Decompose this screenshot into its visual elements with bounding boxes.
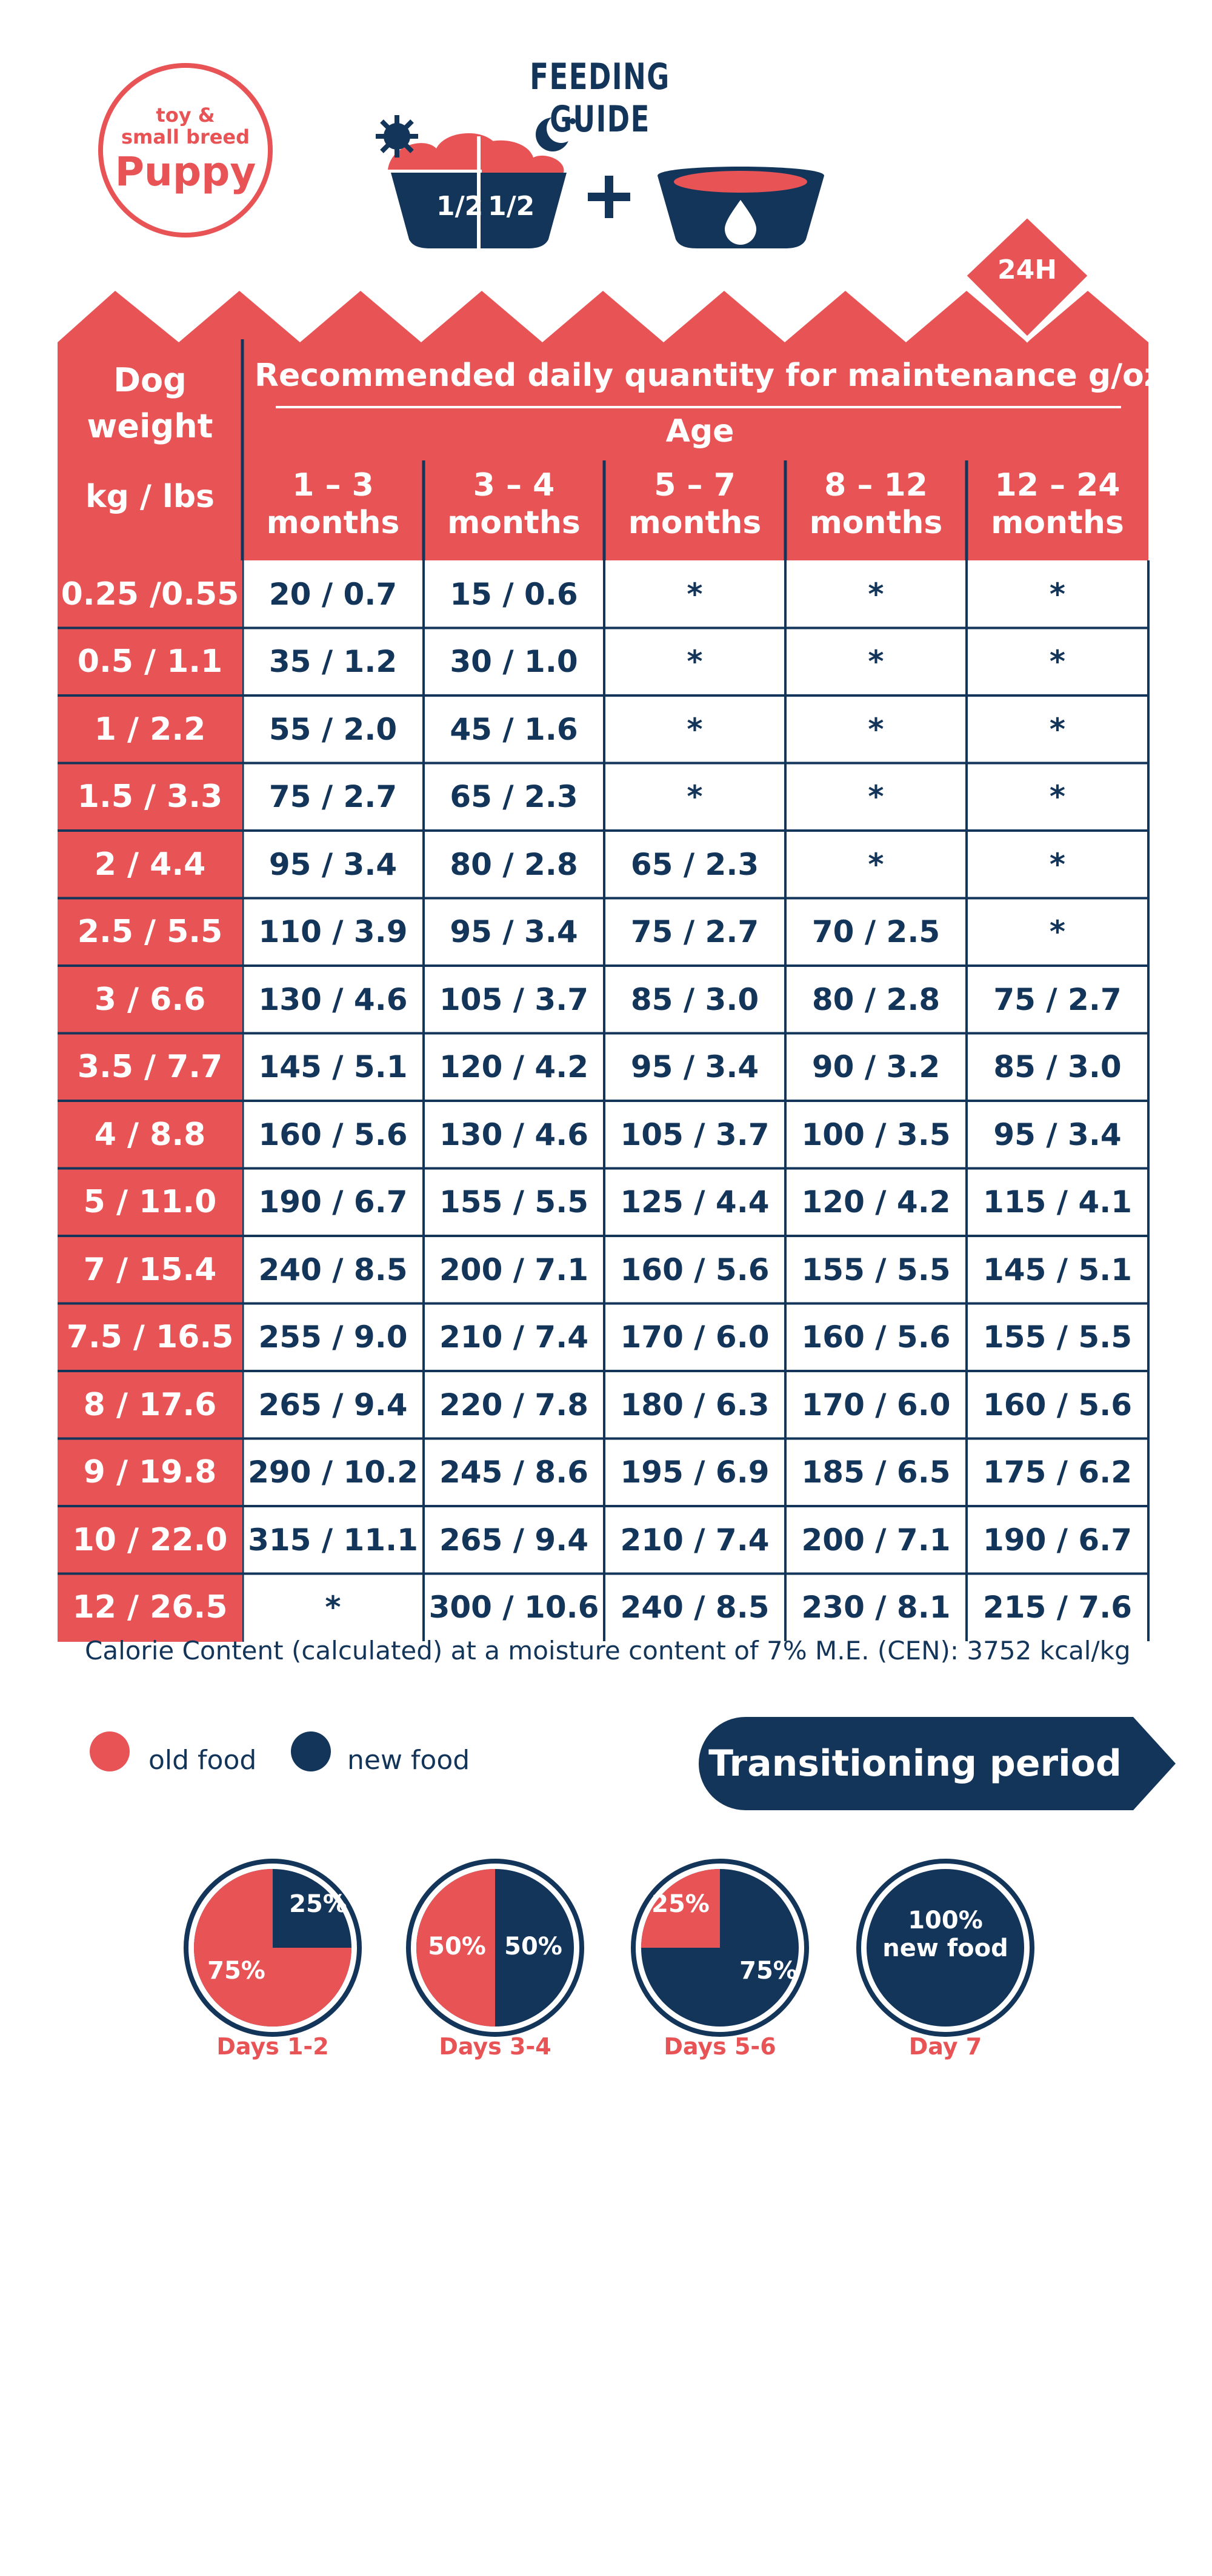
weight-units-header: kg / lbs xyxy=(85,479,215,515)
quantity-cell: 105 / 3.7 xyxy=(439,981,589,1017)
age-range: 3 – 4 xyxy=(473,467,555,503)
quantity-cell: 130 / 4.6 xyxy=(439,1117,589,1152)
weight-cell: 8 / 17.6 xyxy=(83,1386,217,1423)
transition-day-label: Days 3-4 xyxy=(439,2033,551,2060)
quantity-cell: 115 / 4.1 xyxy=(982,1184,1133,1220)
quantity-cell: 100 / 3.5 xyxy=(801,1117,951,1152)
main-header: Recommended daily quantity for maintenance g/oz xyxy=(255,357,1163,394)
svg-text:1/2: 1/2 xyxy=(436,191,484,222)
age-column-header xyxy=(967,466,1148,542)
old-food-legend-label: old food xyxy=(148,1745,257,1776)
puppy-badge xyxy=(98,63,273,237)
weight-cell: 10 / 22.0 xyxy=(72,1521,228,1558)
transition-pie xyxy=(186,1861,359,2034)
age-range: 8 – 12 xyxy=(824,467,928,503)
quantity-cell: 125 / 4.4 xyxy=(620,1184,770,1220)
quantity-cell: 195 / 6.9 xyxy=(620,1455,770,1490)
quantity-cell: * xyxy=(868,711,884,747)
old-food-legend-dot xyxy=(90,1731,130,1771)
age-range: 5 – 7 xyxy=(654,467,736,503)
weight-cell: 0.25 /0.55 xyxy=(61,576,239,612)
quantity-cell: 185 / 6.5 xyxy=(801,1455,951,1490)
quantity-cell: * xyxy=(325,1590,341,1625)
transition-day-label: Day 7 xyxy=(908,2033,982,2060)
age-column-header xyxy=(424,466,604,542)
age-range: 1 – 3 xyxy=(292,467,374,503)
quantity-cell: 65 / 2.3 xyxy=(630,846,759,882)
quantity-cell: 175 / 6.2 xyxy=(982,1455,1133,1490)
weight-cell: 12 / 26.5 xyxy=(72,1589,228,1626)
age-column-header xyxy=(242,466,424,542)
quantity-cell: 240 / 8.5 xyxy=(258,1252,408,1287)
plus-icon xyxy=(588,176,630,218)
weight-header-line2: weight xyxy=(87,407,213,445)
quantity-cell: 95 / 3.4 xyxy=(630,1049,759,1085)
quantity-cell: 245 / 8.6 xyxy=(439,1455,589,1490)
quantity-cell: 145 / 5.1 xyxy=(982,1252,1133,1287)
old-percent-label: 25% xyxy=(651,1890,710,1918)
quantity-cell: 80 / 2.8 xyxy=(450,846,578,882)
quantity-cell: 190 / 6.7 xyxy=(982,1522,1133,1558)
quantity-cell: 95 / 3.4 xyxy=(268,846,398,882)
weight-header-line1: Dog xyxy=(113,361,187,399)
quantity-cell: 55 / 2.0 xyxy=(268,711,398,747)
quantity-cell: 155 / 5.5 xyxy=(801,1252,951,1287)
transition-pie xyxy=(633,1861,807,2034)
age-range: 12 – 24 xyxy=(994,467,1120,503)
water-badge-label: 24H xyxy=(997,254,1057,285)
quantity-cell: 255 / 9.0 xyxy=(258,1320,408,1355)
quantity-cell: 145 / 5.1 xyxy=(258,1049,408,1085)
weight-cell: 5 / 11.0 xyxy=(83,1184,217,1221)
quantity-cell: * xyxy=(1049,711,1066,747)
quantity-cell: 210 / 7.4 xyxy=(620,1522,770,1558)
quantity-cell: 80 / 2.8 xyxy=(811,981,941,1017)
quantity-cell: 300 / 10.6 xyxy=(428,1590,599,1625)
weight-cell: 9 / 19.8 xyxy=(83,1454,217,1491)
quantity-cell: 130 / 4.6 xyxy=(258,981,408,1017)
quantity-cell: 35 / 1.2 xyxy=(268,644,398,680)
quantity-cell: * xyxy=(1049,914,1066,950)
new-food-legend-label: new food xyxy=(347,1745,470,1776)
weight-cell: 0.5 / 1.1 xyxy=(77,643,223,680)
quantity-cell: 120 / 4.2 xyxy=(801,1184,951,1220)
quantity-cell: 45 / 1.6 xyxy=(450,711,578,747)
weight-cell: 3 / 6.6 xyxy=(94,981,206,1018)
quantity-cell: 160 / 5.6 xyxy=(258,1117,408,1152)
quantity-cell: 85 / 3.0 xyxy=(630,981,759,1017)
quantity-cell: 265 / 9.4 xyxy=(258,1387,408,1422)
feeding-guide-title: FEEDING GUIDE xyxy=(530,56,670,141)
transition-day-label: Days 1-2 xyxy=(216,2033,329,2060)
transition-title: Transitioning period xyxy=(708,1742,1122,1785)
age-unit: months xyxy=(266,505,400,541)
quantity-cell: 75 / 2.7 xyxy=(630,914,759,950)
quantity-cell: 190 / 6.7 xyxy=(258,1184,408,1220)
age-column-header xyxy=(785,466,967,542)
quantity-cell: 170 / 6.0 xyxy=(620,1320,770,1355)
age-unit: months xyxy=(447,505,581,541)
quantity-cell: * xyxy=(868,644,884,680)
quantity-cell: 315 / 11.1 xyxy=(248,1522,418,1558)
quantity-cell: 90 / 3.2 xyxy=(811,1049,941,1085)
quantity-cell: 160 / 5.6 xyxy=(620,1252,770,1287)
quantity-cell: 200 / 7.1 xyxy=(439,1252,589,1287)
quantity-cell: 75 / 2.7 xyxy=(993,981,1122,1017)
weight-cell: 1 / 2.2 xyxy=(94,711,206,748)
quantity-cell: * xyxy=(868,576,884,612)
new-percent-label: 25% xyxy=(289,1890,347,1918)
quantity-cell: * xyxy=(687,779,703,815)
new-percent-label: 75% xyxy=(739,1957,797,1985)
food-bowl-icon xyxy=(388,133,567,250)
weight-cell: 3.5 / 7.7 xyxy=(77,1049,223,1086)
age-unit: months xyxy=(809,505,943,541)
weight-cell: 2.5 / 5.5 xyxy=(77,914,223,951)
quantity-cell: * xyxy=(1049,846,1066,882)
quantity-cell: 220 / 7.8 xyxy=(439,1387,589,1422)
quantity-cell: * xyxy=(687,576,703,612)
new-percent-label: 100% new food xyxy=(882,1907,1008,1962)
weight-header xyxy=(58,357,242,450)
quantity-cell: * xyxy=(868,779,884,815)
quantity-cell: * xyxy=(1049,779,1066,815)
quantity-cell: 30 / 1.0 xyxy=(450,644,578,680)
quantity-cell: 230 / 8.1 xyxy=(801,1590,951,1625)
quantity-cell: 160 / 5.6 xyxy=(982,1387,1133,1422)
sun-icon xyxy=(376,115,418,158)
calorie-note: Calorie Content (calculated) at a moisture content of 7% M.E. (CEN): 3752 kcal/kg xyxy=(85,1636,1131,1665)
old-percent-label: 50% xyxy=(428,1933,486,1960)
age-unit: months xyxy=(628,505,762,541)
quantity-cell: * xyxy=(687,711,703,747)
weight-cell: 4 / 8.8 xyxy=(94,1116,206,1153)
quantity-cell: 170 / 6.0 xyxy=(801,1387,951,1422)
badge-subtitle: toy & small breed xyxy=(121,104,250,148)
quantity-cell: * xyxy=(868,846,884,882)
quantity-cell: 65 / 2.3 xyxy=(450,779,578,815)
quantity-cell: 155 / 5.5 xyxy=(439,1184,589,1220)
old-percent-label: 75% xyxy=(207,1957,265,1985)
quantity-cell: 20 / 0.7 xyxy=(268,576,398,612)
quantity-cell: 240 / 8.5 xyxy=(620,1590,770,1625)
quantity-cell: * xyxy=(687,644,703,680)
quantity-cell: 95 / 3.4 xyxy=(993,1117,1122,1152)
age-unit: months xyxy=(991,505,1124,541)
weight-cell: 2 / 4.4 xyxy=(94,846,206,883)
quantity-cell: 110 / 3.9 xyxy=(258,914,408,950)
svg-text:1/2: 1/2 xyxy=(488,191,535,222)
quantity-cell: 105 / 3.7 xyxy=(620,1117,770,1152)
quantity-cell: * xyxy=(1049,644,1066,680)
quantity-cell: 15 / 0.6 xyxy=(450,576,578,612)
quantity-cell: 265 / 9.4 xyxy=(439,1522,589,1558)
quantity-cell: 120 / 4.2 xyxy=(439,1049,589,1085)
weight-cell: 7.5 / 16.5 xyxy=(66,1319,234,1356)
quantity-cell: 75 / 2.7 xyxy=(268,779,398,815)
quantity-cell: 85 / 3.0 xyxy=(993,1049,1122,1085)
quantity-cell: 155 / 5.5 xyxy=(982,1320,1133,1355)
weight-cell: 1.5 / 3.3 xyxy=(77,778,223,815)
new-food-legend-dot xyxy=(291,1731,331,1771)
quantity-cell: 180 / 6.3 xyxy=(620,1387,770,1422)
quantity-cell: 210 / 7.4 xyxy=(439,1320,589,1355)
age-column-header xyxy=(604,466,785,542)
quantity-cell: 290 / 10.2 xyxy=(248,1455,418,1490)
quantity-cell: 200 / 7.1 xyxy=(801,1522,951,1558)
badge-title: Puppy xyxy=(115,148,256,195)
quantity-cell: 70 / 2.5 xyxy=(811,914,941,950)
age-label: Age xyxy=(665,413,734,450)
quantity-cell: 160 / 5.6 xyxy=(801,1320,951,1355)
weight-cell: 7 / 15.4 xyxy=(83,1251,217,1288)
quantity-cell: * xyxy=(1049,576,1066,612)
quantity-cell: 95 / 3.4 xyxy=(450,914,578,950)
quantity-cell: 215 / 7.6 xyxy=(982,1590,1133,1625)
transition-day-label: Days 5-6 xyxy=(664,2033,776,2060)
new-percent-label: 50% xyxy=(504,1933,562,1960)
water-bowl-icon xyxy=(658,167,824,248)
